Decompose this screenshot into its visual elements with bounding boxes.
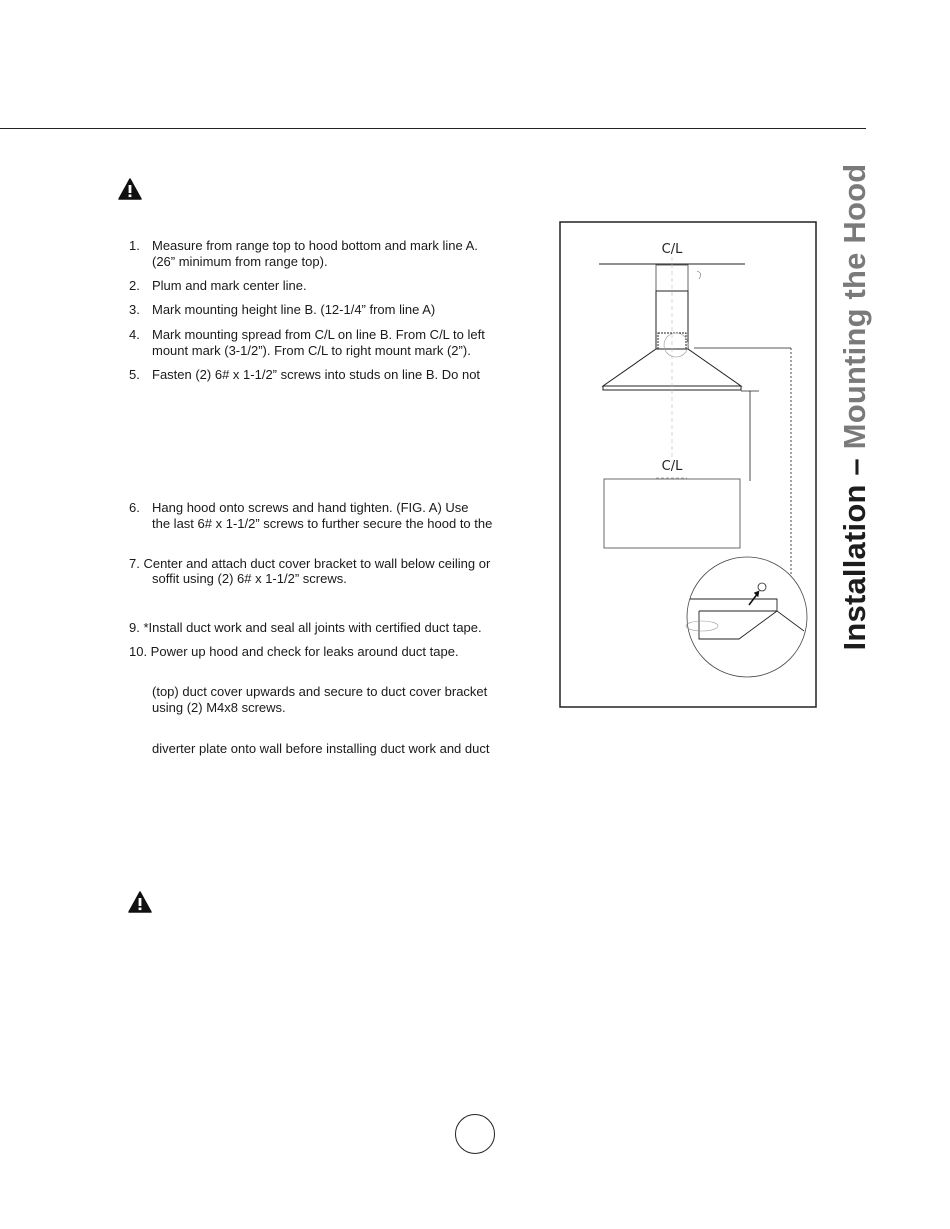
step-4 — [129, 327, 549, 361]
step-number: 5. — [129, 367, 140, 382]
hood-installation-figure — [559, 221, 817, 708]
step-text: Mark mounting height line B. (12-1/4” from line A) — [152, 302, 436, 317]
detail-magnifier — [687, 557, 807, 677]
step-text: Fasten (2) 6# x 1-1/2” screws into studs on line B. Do not — [152, 367, 481, 382]
page-number-circle — [455, 1114, 495, 1154]
note-line-1: (top) duct cover upwards and secure to duct cover bracket — [152, 684, 488, 699]
step-number: 2. — [129, 278, 140, 293]
centerline-label-top: C/L — [661, 242, 683, 257]
centerline-label-bottom: C/L — [661, 459, 683, 474]
step-number: 3. — [129, 302, 140, 317]
step-2 — [129, 278, 549, 296]
step-text: Plum and mark center line. — [152, 278, 307, 293]
step-10: 10. Power up hood and check for leaks around duct tape. — [129, 644, 459, 659]
step-6 — [129, 500, 549, 534]
step-9: 9. *Install duct work and seal all joints with certified duct tape. — [129, 620, 482, 635]
step-number: 4. — [129, 327, 140, 342]
section-title — [837, 164, 873, 651]
step-1 — [129, 238, 549, 272]
header-rule — [0, 128, 866, 129]
step-7-line-2: soffit using (2) 6# x 1-1/2” screws. — [152, 571, 347, 586]
step-7-line-1: 7. Center and attach duct cover bracket to wall below ceiling or — [129, 556, 491, 571]
step-5 — [129, 367, 549, 385]
section-title-part-2: Mounting the Hood — [837, 163, 872, 450]
section-title-part-1: Installation – — [837, 449, 872, 651]
step-text: (26” minimum from range top). — [152, 254, 328, 269]
note-line-3: diverter plate onto wall before installing duct work and duct — [152, 741, 490, 756]
step-number: 6. — [129, 500, 140, 515]
step-number: 1. — [129, 238, 140, 253]
step-3 — [129, 302, 549, 320]
step-text: the last 6# x 1-1/2” screws to further secure the hood to the — [152, 516, 493, 531]
warning-icon — [128, 891, 152, 913]
note-line-2: using (2) M4x8 screws. — [152, 700, 286, 715]
step-text: Mark mounting spread from C/L on line B. From C/L to left — [152, 327, 485, 342]
step-text: Measure from range top to hood bottom and mark line A. — [152, 238, 478, 253]
step-text: mount mark (3-1/2”). From C/L to right mount mark (2”). — [152, 343, 471, 358]
warning-icon — [118, 178, 142, 200]
step-text: Hang hood onto screws and hand tighten. (FIG. A) Use — [152, 500, 469, 515]
